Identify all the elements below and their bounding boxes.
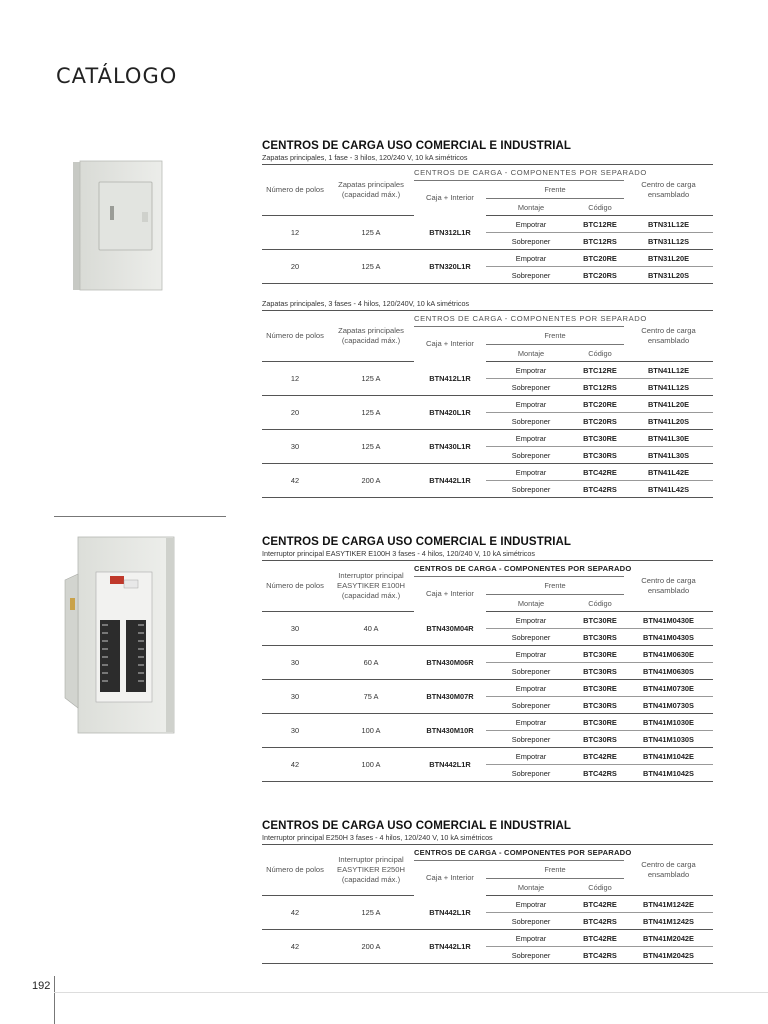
cell-ensamblado: BTN41L42S (624, 481, 713, 498)
cell-ensamblado: BTN41M1042E (624, 748, 713, 765)
table-row (262, 748, 713, 765)
cell-capacity: 125 A (328, 430, 414, 464)
section-title: CENTROS DE CARGA USO COMERCIAL E INDUSTRIAL (262, 820, 572, 832)
header-num-polos: Número de polos (262, 561, 328, 612)
header-capacity (328, 311, 414, 362)
cell-codigo: BTC12RS (576, 233, 624, 250)
cell-codigo: BTC42RE (576, 896, 624, 913)
cell-ensamblado: BTN41M0430E (624, 612, 713, 629)
cell-polos: 12 (262, 362, 328, 396)
header-frente: Frente (486, 861, 624, 879)
header-capacity-line: (capacidad máx.) (341, 336, 401, 345)
load-center-closed-photo (72, 160, 164, 292)
cell-codigo: BTC12RE (576, 362, 624, 379)
table-row (262, 646, 713, 663)
cell-montaje: Empotrar (486, 930, 576, 947)
header-capacity-line: (capacidad máx.) (341, 875, 401, 884)
cell-montaje: Sobreponer (486, 663, 576, 680)
table-row (262, 680, 713, 697)
cell-capacity: 100 A (328, 714, 414, 748)
cell-ensamblado: BTN41L30E (624, 430, 713, 447)
cell-ensamblado: BTN41M0730S (624, 697, 713, 714)
header-num-polos: Número de polos (262, 165, 328, 216)
cell-ensamblado: BTN31L12E (624, 216, 713, 233)
cell-codigo: BTC12RE (576, 216, 624, 233)
header-capacity-line: Zapatas principales (338, 180, 404, 189)
cell-montaje: Sobreponer (486, 481, 576, 498)
cell-ensamblado: BTN41L12S (624, 379, 713, 396)
cell-codigo: BTC42RE (576, 464, 624, 481)
page-title: CATÁLOGO (56, 64, 178, 88)
cell-ensamblado: BTN41M1242S (624, 913, 713, 930)
cell-ensamblado: BTN31L12S (624, 233, 713, 250)
cell-montaje: Sobreponer (486, 447, 576, 464)
header-num-polos: Número de polos (262, 311, 328, 362)
catalog-table (262, 165, 713, 284)
cell-caja: BTN430M07R (414, 680, 486, 714)
cell-montaje: Empotrar (486, 430, 576, 447)
table-row (262, 250, 713, 267)
left-divider (54, 516, 226, 517)
cell-capacity: 125 A (328, 362, 414, 396)
cell-codigo: BTC30RE (576, 612, 624, 629)
cell-montaje: Sobreponer (486, 765, 576, 782)
cell-codigo: BTC30RE (576, 714, 624, 731)
cell-codigo: BTC42RS (576, 947, 624, 964)
cell-codigo: BTC42RE (576, 930, 624, 947)
cell-polos: 20 (262, 396, 328, 430)
header-capacity-line: EASYTIKER E250H (337, 865, 405, 874)
cell-caja: BTN320L1R (414, 250, 486, 284)
cell-montaje: Empotrar (486, 646, 576, 663)
header-codigo: Código (576, 199, 624, 216)
header-capacity (328, 561, 414, 612)
header-components: CENTROS DE CARGA - COMPONENTES POR SEPARADO (414, 845, 624, 861)
header-ensamblado (624, 845, 713, 896)
cell-montaje: Empotrar (486, 896, 576, 913)
cell-polos: 30 (262, 612, 328, 646)
catalog-table (262, 311, 713, 498)
cell-capacity: 100 A (328, 748, 414, 782)
table-row (262, 612, 713, 629)
cell-ensamblado: BTN41L20E (624, 396, 713, 413)
cell-polos: 12 (262, 216, 328, 250)
footer-horizontal-rule (54, 992, 768, 993)
cell-codigo: BTC30RS (576, 697, 624, 714)
header-codigo: Código (576, 345, 624, 362)
cell-codigo: BTC12RS (576, 379, 624, 396)
cell-codigo: BTC30RE (576, 646, 624, 663)
cell-codigo: BTC20RE (576, 396, 624, 413)
header-components: CENTROS DE CARGA - COMPONENTES POR SEPARADO (414, 561, 624, 577)
cell-ensamblado: BTN31L20S (624, 267, 713, 284)
cell-montaje: Sobreponer (486, 947, 576, 964)
cell-polos: 42 (262, 930, 328, 964)
header-ensamblado (624, 561, 713, 612)
cell-caja: BTN412L1R (414, 362, 486, 396)
section-subtitle: Interruptor principal EASYTIKER E100H 3 fases - 4 hilos, 120/240 V, 10 kA simétricos (262, 549, 535, 558)
header-codigo: Código (576, 595, 624, 612)
cell-codigo: BTC20RS (576, 267, 624, 284)
cell-polos: 30 (262, 680, 328, 714)
header-capacity-line: EASYTIKER E100H (337, 581, 405, 590)
cell-montaje: Empotrar (486, 216, 576, 233)
cell-caja: BTN442L1R (414, 748, 486, 782)
header-caja: Caja + Interior (426, 339, 474, 349)
table-row (262, 464, 713, 481)
load-center-open-photo (64, 536, 176, 736)
cell-capacity: 200 A (328, 464, 414, 498)
cell-ensamblado: BTN41M1042S (624, 765, 713, 782)
header-ens-line: Centro de carga (641, 576, 696, 585)
table-row (262, 430, 713, 447)
header-montaje: Montaje (486, 879, 576, 896)
cell-ensamblado: BTN41M2042S (624, 947, 713, 964)
header-caja: Caja + Interior (426, 589, 474, 599)
table-row (262, 396, 713, 413)
header-montaje: Montaje (486, 199, 576, 216)
cell-codigo: BTC42RE (576, 748, 624, 765)
table-row (262, 896, 713, 913)
cell-codigo: BTC30RS (576, 731, 624, 748)
cell-ensamblado: BTN41L30S (624, 447, 713, 464)
header-capacity-line: Interruptor principal (338, 855, 404, 864)
cell-codigo: BTC42RS (576, 765, 624, 782)
cell-caja: BTN442L1R (414, 464, 486, 498)
header-capacity-line: Interruptor principal (338, 571, 404, 580)
table-row (262, 362, 713, 379)
header-capacity-line: (capacidad máx.) (341, 190, 401, 199)
footer-vertical-rule (54, 976, 55, 1024)
cell-ensamblado: BTN41L42E (624, 464, 713, 481)
cell-ensamblado: BTN41L20S (624, 413, 713, 430)
header-codigo: Código (576, 879, 624, 896)
cell-montaje: Empotrar (486, 680, 576, 697)
header-frente: Frente (486, 577, 624, 595)
cell-montaje: Sobreponer (486, 629, 576, 646)
header-capacity (328, 165, 414, 216)
cell-montaje: Sobreponer (486, 731, 576, 748)
cell-codigo: BTC20RE (576, 250, 624, 267)
cell-polos: 20 (262, 250, 328, 284)
cell-polos: 30 (262, 430, 328, 464)
cell-ensamblado: BTN41M0630S (624, 663, 713, 680)
cell-montaje: Empotrar (486, 748, 576, 765)
cell-caja: BTN442L1R (414, 930, 486, 964)
cell-montaje: Empotrar (486, 250, 576, 267)
header-capacity-line: Zapatas principales (338, 326, 404, 335)
cell-ensamblado: BTN41M0630E (624, 646, 713, 663)
header-num-polos: Número de polos (262, 845, 328, 896)
cell-caja: BTN430M04R (414, 612, 486, 646)
cell-ensamblado: BTN41L12E (624, 362, 713, 379)
cell-montaje: Empotrar (486, 362, 576, 379)
header-ens-line: Centro de carga (641, 860, 696, 869)
cell-polos: 30 (262, 714, 328, 748)
catalog-table (262, 845, 713, 964)
header-ens-line: Centro de carga (641, 180, 696, 189)
section-1 (262, 140, 713, 284)
header-caja: Caja + Interior (426, 193, 474, 203)
cell-ensamblado: BTN41M0730E (624, 680, 713, 697)
header-ens-line: ensamblado (647, 190, 690, 199)
cell-caja: BTN420L1R (414, 396, 486, 430)
cell-montaje: Sobreponer (486, 913, 576, 930)
cell-montaje: Sobreponer (486, 697, 576, 714)
header-capacity-line: (capacidad máx.) (341, 591, 401, 600)
header-ens-line: ensamblado (647, 586, 690, 595)
cell-caja: BTN430M10R (414, 714, 486, 748)
cell-montaje: Empotrar (486, 612, 576, 629)
header-caja: Caja + Interior (426, 873, 474, 883)
cell-capacity: 125 A (328, 396, 414, 430)
cell-montaje: Empotrar (486, 396, 576, 413)
cell-montaje: Sobreponer (486, 379, 576, 396)
cell-codigo: BTC42RS (576, 913, 624, 930)
cell-codigo: BTC42RS (576, 481, 624, 498)
cell-caja: BTN312L1R (414, 216, 486, 250)
cell-montaje: Sobreponer (486, 413, 576, 430)
cell-caja: BTN430M06R (414, 646, 486, 680)
table-row (262, 714, 713, 731)
section-subtitle: Zapatas principales, 1 fase - 3 hilos, 120/240 V, 10 kA simétricos (262, 153, 468, 162)
section-3 (262, 536, 713, 782)
cell-capacity: 125 A (328, 250, 414, 284)
cell-montaje: Sobreponer (486, 233, 576, 250)
cell-ensamblado: BTN41M1030S (624, 731, 713, 748)
section-2 (262, 299, 713, 498)
cell-capacity: 125 A (328, 896, 414, 930)
cell-polos: 30 (262, 646, 328, 680)
catalog-table (262, 561, 713, 782)
cell-ensamblado: BTN41M0430S (624, 629, 713, 646)
header-ens-line: Centro de carga (641, 326, 696, 335)
cell-capacity: 125 A (328, 216, 414, 250)
header-montaje: Montaje (486, 595, 576, 612)
header-components: CENTROS DE CARGA - COMPONENTES POR SEPARADO (414, 165, 624, 181)
header-frente: Frente (486, 327, 624, 345)
cell-ensamblado: BTN41M1030E (624, 714, 713, 731)
header-ens-line: ensamblado (647, 870, 690, 879)
cell-polos: 42 (262, 896, 328, 930)
header-components: CENTROS DE CARGA - COMPONENTES POR SEPARADO (414, 311, 624, 327)
cell-montaje: Empotrar (486, 464, 576, 481)
cell-montaje: Sobreponer (486, 267, 576, 284)
cell-ensamblado: BTN41M2042E (624, 930, 713, 947)
header-capacity (328, 845, 414, 896)
cell-polos: 42 (262, 464, 328, 498)
cell-codigo: BTC30RS (576, 629, 624, 646)
table-row (262, 930, 713, 947)
cell-ensamblado: BTN31L20E (624, 250, 713, 267)
header-frente: Frente (486, 181, 624, 199)
section-subtitle: Interruptor principal E250H 3 fases - 4 hilos, 120/240 V, 10 kA simétricos (262, 833, 493, 842)
header-montaje: Montaje (486, 345, 576, 362)
cell-capacity: 200 A (328, 930, 414, 964)
cell-capacity: 60 A (328, 646, 414, 680)
cell-codigo: BTC30RE (576, 430, 624, 447)
page-number: 192 (32, 980, 51, 992)
section-title: CENTROS DE CARGA USO COMERCIAL E INDUSTRIAL (262, 140, 572, 152)
section-subtitle: Zapatas principales, 3 fases - 4 hilos, 120/240V, 10 kA simétricos (262, 299, 470, 308)
cell-codigo: BTC30RS (576, 663, 624, 680)
cell-montaje: Empotrar (486, 714, 576, 731)
cell-caja: BTN442L1R (414, 896, 486, 930)
cell-capacity: 40 A (328, 612, 414, 646)
cell-caja: BTN430L1R (414, 430, 486, 464)
cell-polos: 42 (262, 748, 328, 782)
cell-codigo: BTC30RS (576, 447, 624, 464)
header-ens-line: ensamblado (647, 336, 690, 345)
table-row (262, 216, 713, 233)
section-4 (262, 820, 713, 964)
cell-codigo: BTC20RS (576, 413, 624, 430)
cell-capacity: 75 A (328, 680, 414, 714)
cell-codigo: BTC30RE (576, 680, 624, 697)
section-title: CENTROS DE CARGA USO COMERCIAL E INDUSTRIAL (262, 536, 572, 548)
cell-ensamblado: BTN41M1242E (624, 896, 713, 913)
